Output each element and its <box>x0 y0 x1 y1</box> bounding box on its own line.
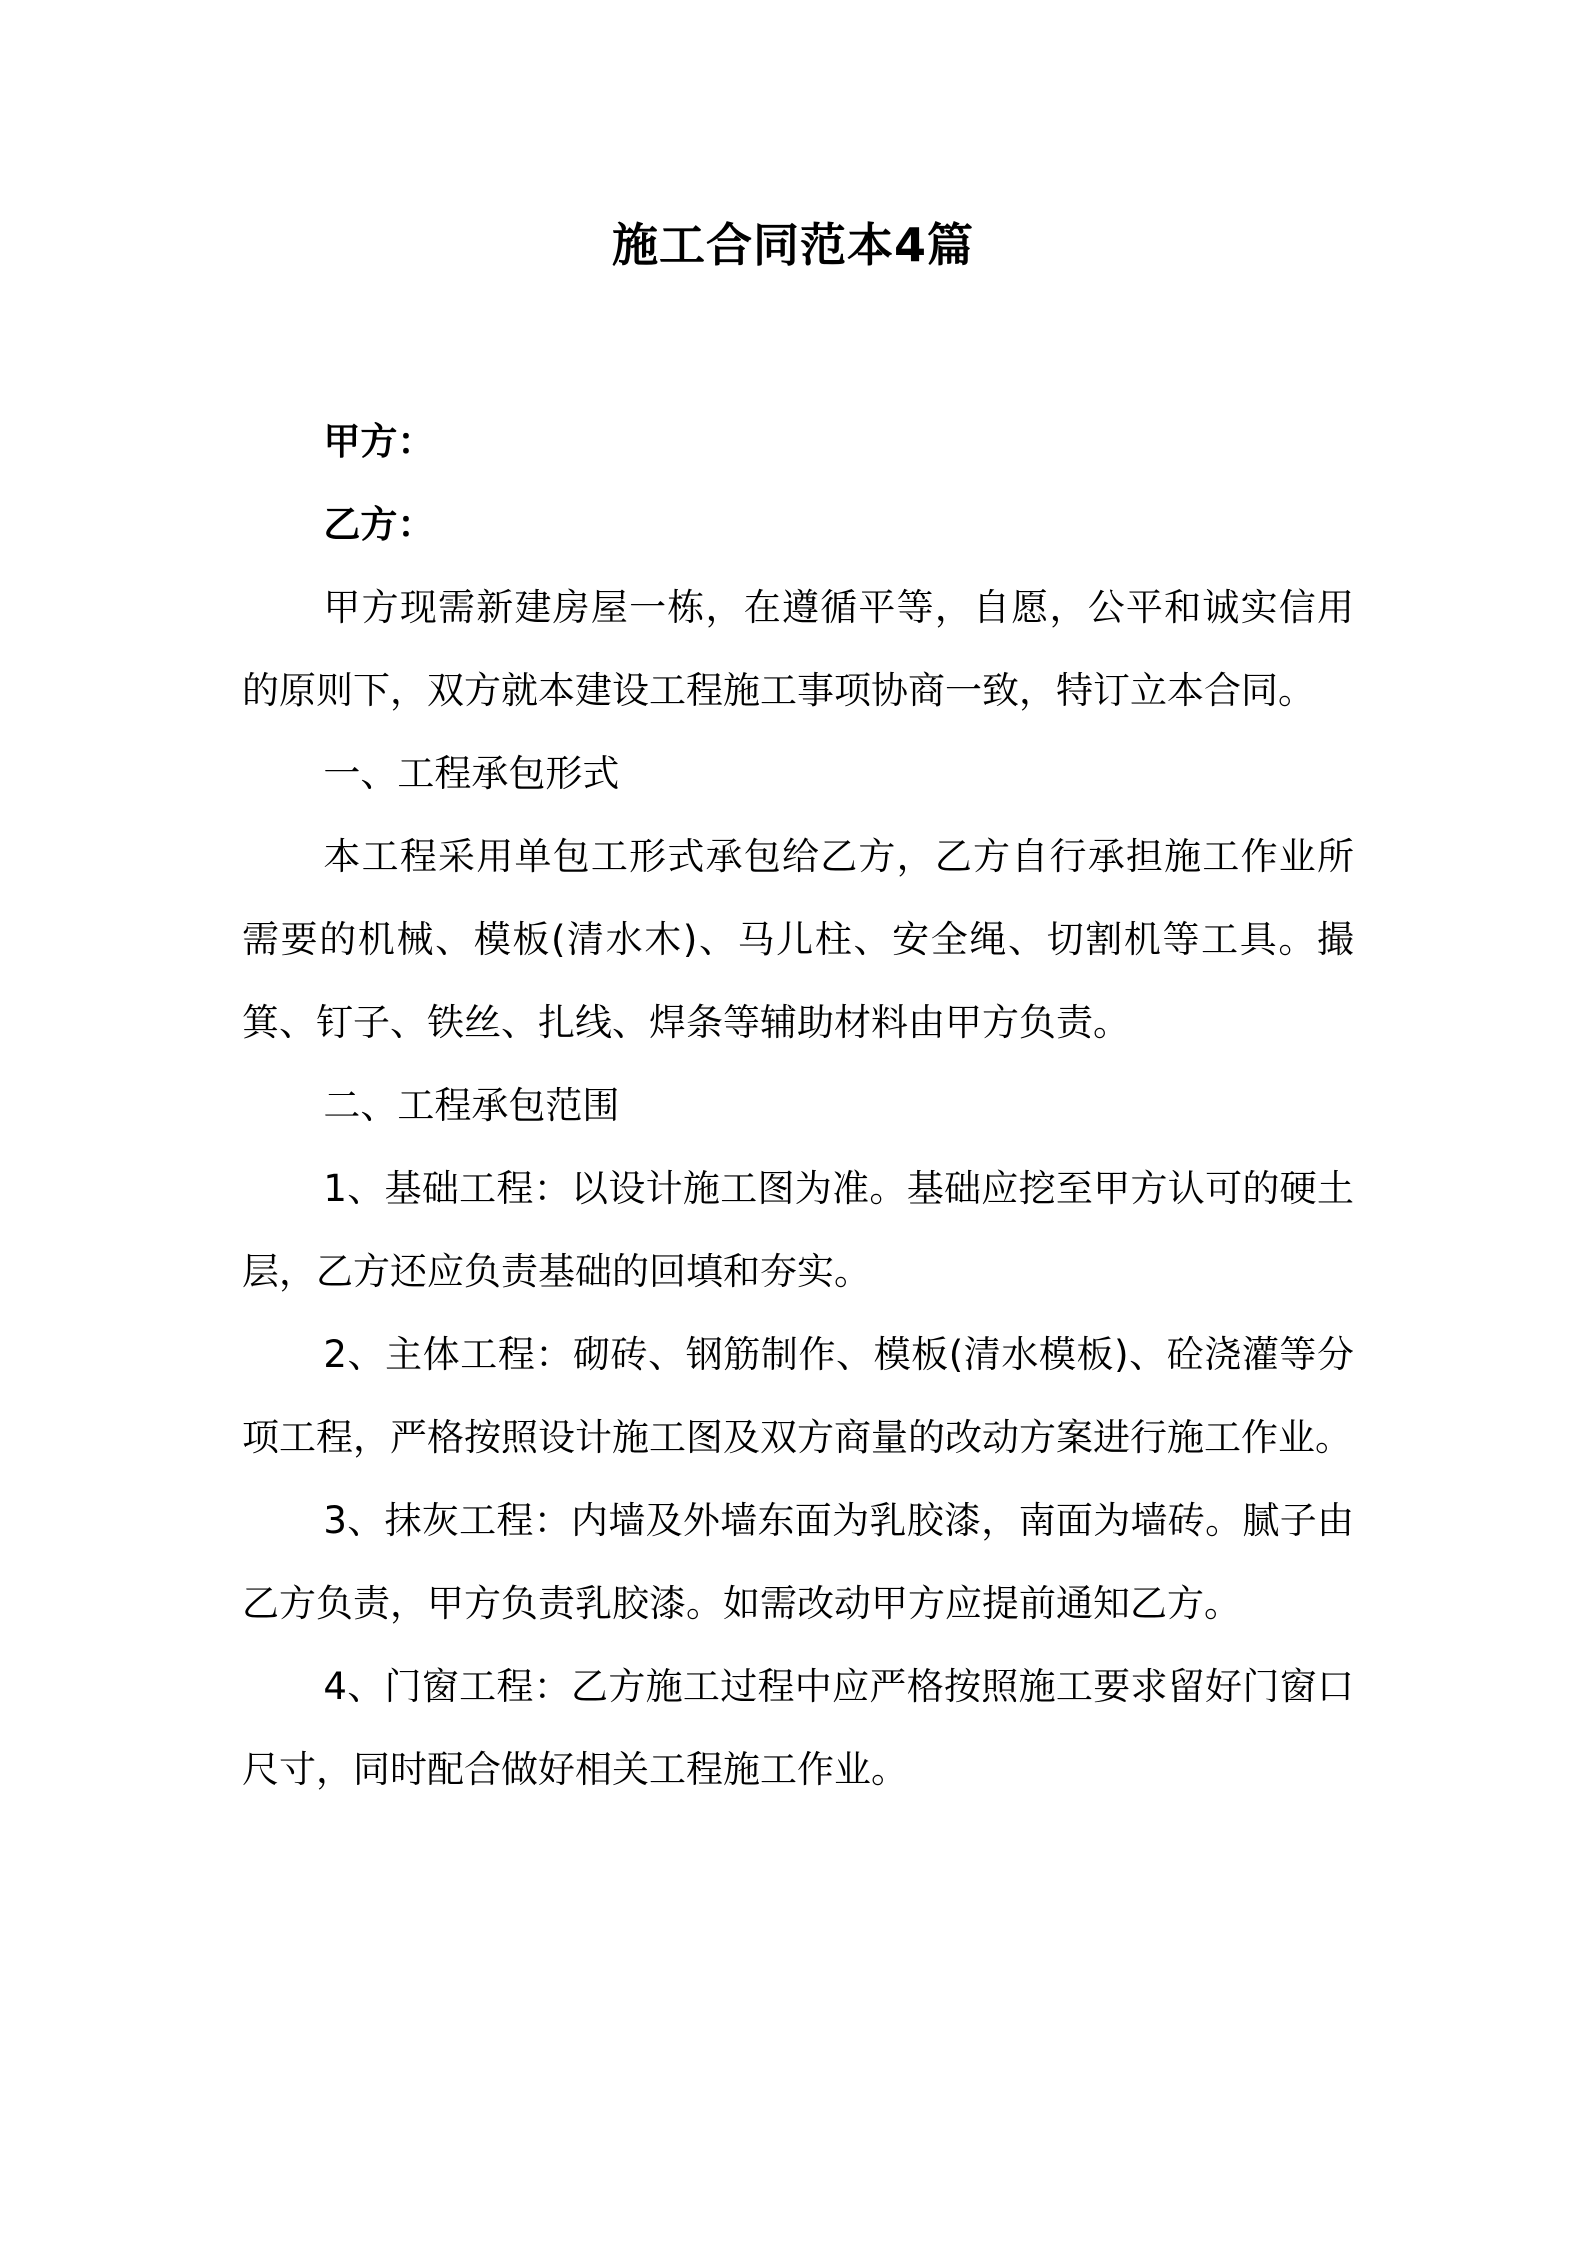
section-heading-contract-scope: 二、工程承包范围 <box>323 1084 620 1127</box>
scope-item-plastering: 3、抹灰工程：内墙及外墙东面为乳胶漆，南面为墙砖。腻子由乙方负责，甲方负责乳胶漆。如需改动甲方应提前通知乙方。 <box>242 1499 1354 1625</box>
scope-item-doors-windows: 4、门窗工程：乙方施工过程中应严格按照施工要求留好门窗口尺寸，同时配合做好相关工程施工作业。 <box>242 1665 1354 1791</box>
document-title: 施工合同范本4篇 <box>611 218 974 272</box>
party-a-line: 甲方： <box>323 420 435 463</box>
party-b-line: 乙方： <box>323 503 435 546</box>
section-heading-contract-form: 一、工程承包形式 <box>323 752 620 795</box>
intro-paragraph: 甲方现需新建房屋一栋，在遵循平等，自愿，公平和诚实信用的原则下，双方就本建设工程施工事项协商一致，特订立本合同。 <box>242 586 1354 712</box>
scope-item-foundation: 1、基础工程：以设计施工图为准。基础应挖至甲方认可的硬土层，乙方还应负责基础的回填和夯实。 <box>242 1167 1354 1293</box>
contract-form-paragraph: 本工程采用单包工形式承包给乙方，乙方自行承担施工作业所需要的机械、模板(清水木)、马儿柱、安全绳、切割机等工具。撮箕、钉子、铁丝、扎线、焊条等辅助材料由甲方负责。 <box>242 835 1354 1044</box>
document-body <box>242 400 1354 1811</box>
scope-item-main-structure: 2、主体工程：砌砖、钢筋制作、模板(清水模板)、砼浇灌等分项工程，严格按照设计施工图及双方商量的改动方案进行施工作业。 <box>242 1333 1354 1459</box>
